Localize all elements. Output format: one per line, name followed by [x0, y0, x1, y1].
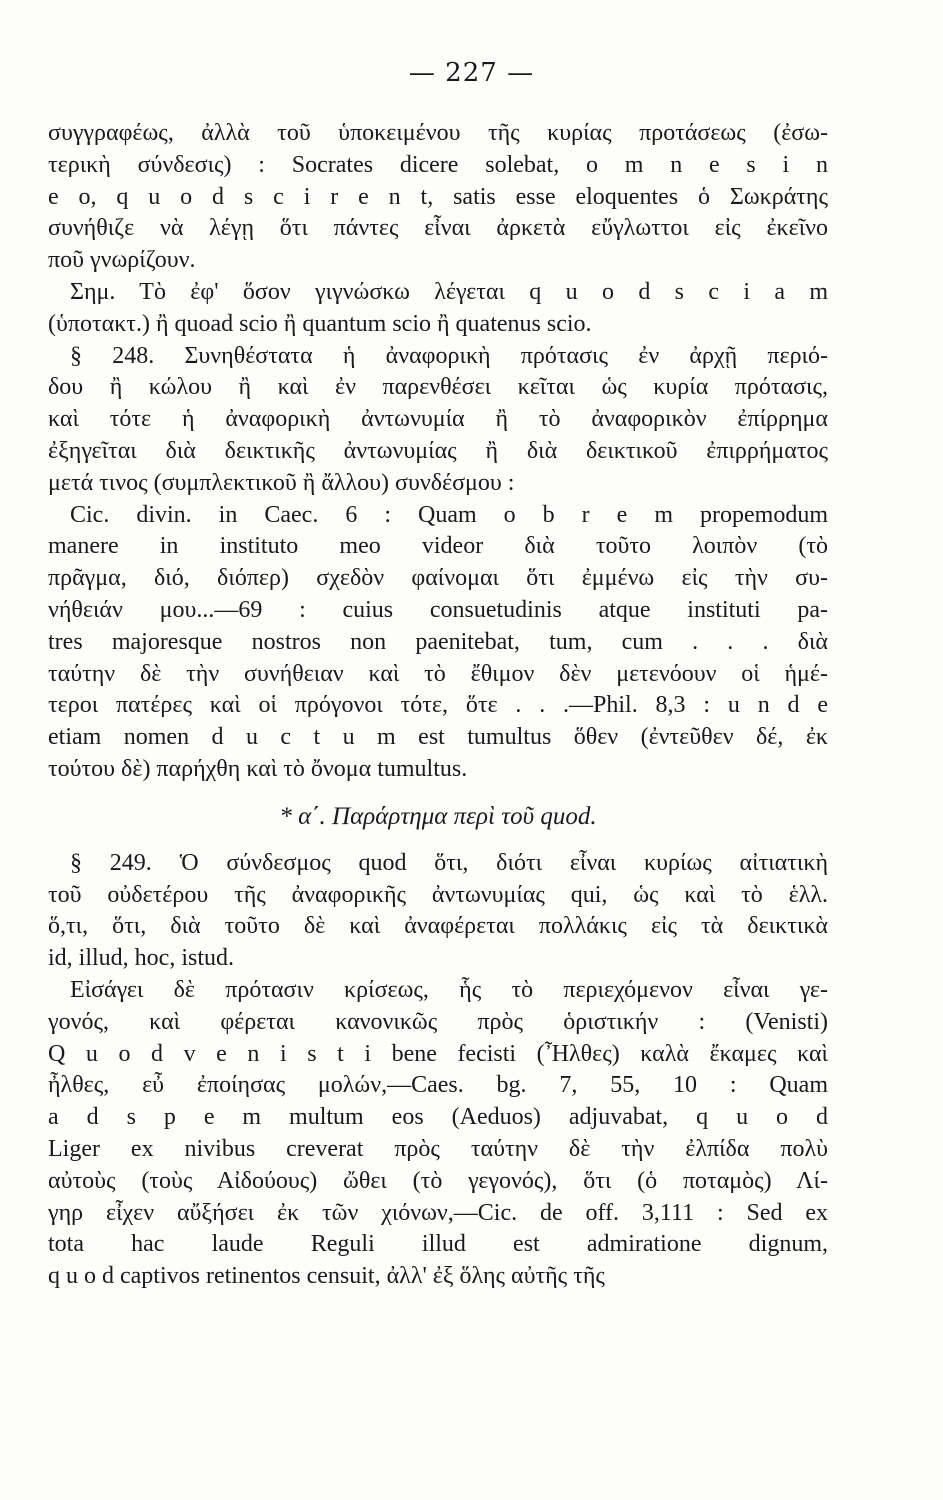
text-line: ποῦ γνωρίζουν. — [48, 247, 196, 274]
text-line: συνήθιζε νὰ λέγῃ ὅτι πάντες εἶναι ἀρκετὰ εὔγλωττοι εἰς ἐκεῖνο — [48, 215, 828, 242]
text-line: γονός, καὶ φέρεται κανονικῶς πρὸς ὁριστικήν : (Venisti) — [48, 1008, 828, 1035]
text-line: § 249. Ὁ σύνδεσμος quod ὅτι, διότι εἶναι κυρίως αἰτιατικὴ — [70, 849, 828, 876]
text-line: ταύτην δὲ τὴν συνήθειαν καὶ τὸ ἔθιμον δὲν μετενόουν οἱ ἡμέ- — [48, 660, 828, 687]
text-line: τεροι πατέρες καὶ οἱ πρόγονοι τότε, ὅτε . . .—Phil. 8,3 : u n d e — [48, 692, 828, 719]
text-line: Q u o d v e n i s t i bene fecisti (Ἦλθες) καλὰ ἔκαμες καὶ — [48, 1040, 828, 1067]
section-heading: * α΄. Παράρτημα περὶ τοῦ quod. — [279, 802, 597, 830]
text-line: ἐξηγεῖται διὰ δεικτικῆς ἀντωνυμίας ἢ διὰ δεικτικοῦ ἐπιρρήματος — [48, 437, 828, 464]
text-line: δου ἢ κώλου ἢ καὶ ἐν παρενθέσει κεῖται ὡς κυρία πρότασις, — [48, 374, 828, 401]
text-line: τοῦ οὐδετέρου τῆς ἀναφορικῆς ἀντωνυμίας qui, ὡς καὶ τὸ ἑλλ. — [48, 881, 828, 908]
text-line: ὅ,τι, ὅτι, διὰ τοῦτο δὲ καὶ ἀναφέρεται πολλάκις εἰς τὰ δεικτικὰ — [48, 913, 828, 940]
text-line: tota hac laude Reguli illud est admiratione dignum, — [48, 1231, 828, 1258]
text-line: πρᾶγμα, διό, διόπερ) σχεδὸν φαίνομαι ὅτι ἐμμένω εἰς τὴν συ- — [48, 565, 828, 592]
paragraph — [48, 848, 828, 975]
paragraph — [48, 975, 828, 1293]
text-line: καὶ τότε ἡ ἀναφορικὴ ἀντωνυμία ἢ τὸ ἀναφορικὸν ἐπίρρημα — [48, 406, 828, 433]
text-line: Εἰσάγει δὲ πρότασιν κρίσεως, ἧς τὸ περιεχόμενον εἶναι γε- — [70, 976, 828, 1003]
text-line: id, illud, hoc, istud. — [48, 945, 234, 972]
text-line: τούτου δὲ) παρήχθη καὶ τὸ ὄνομα tumultus. — [48, 755, 468, 782]
text-line: § 248. Συνηθέστατα ἡ ἀναφορικὴ πρότασις ἐν ἀρχῇ περιό- — [70, 342, 828, 369]
text-line: τερικὴ σύνδεσις) : Socrates dicere solebat, o m n e s i n — [48, 151, 828, 178]
paragraph — [48, 118, 828, 277]
text-line: αὐτοὺς (τοὺς Αἰδούους) ὤθει (τὸ γεγονός), ὅτι (ὁ ποταμὸς) Λί- — [48, 1167, 828, 1194]
text-line: (ὑποτακτ.) ἢ quoad scio ἢ quantum scio ἢ quatenus scio. — [48, 310, 592, 337]
text-line: e o, q u o d s c i r e n t, satis esse eloquentes ὁ Σωκράτης — [48, 183, 828, 210]
paragraph — [48, 341, 828, 500]
paragraph — [48, 277, 828, 341]
text-line: etiam nomen d u c t u m est tumultus ὅθεν (ἐντεῦθεν δέ, ἐκ — [48, 724, 828, 751]
text-line: a d s p e m multum eos (Aeduos) adjuvabat, q u o d — [48, 1104, 828, 1131]
text-line: γηρ εἶχεν αὔξήσει ἐκ τῶν χιόνων,—Cic. de off. 3,111 : Sed ex — [48, 1199, 828, 1226]
text-line: manere in instituto meo videor διὰ τοῦτο λοιπὸν (τὸ — [48, 533, 828, 560]
text-line: συγγραφέως, ἀλλὰ τοῦ ὑποκειμένου τῆς κυρίας προτάσεως (ἐσω- — [48, 120, 828, 146]
page-number: — 227 — — [408, 58, 535, 88]
text-line: μετά τινος (συμπλεκτικοῦ ἢ ἄλλου) συνδέσμου : — [48, 469, 515, 496]
text-line: νήθειάν μου...—69 : cuius consuetudinis atque instituti pa- — [48, 596, 828, 623]
text-line: q u o d captivos retinentos censuit, ἀλλ' ἐξ ὅλης αὐτῆς τῆς — [48, 1263, 605, 1290]
text-line: Liger ex nivibus creverat πρὸς ταύτην δὲ τὴν ἐλπίδα πολὺ — [48, 1135, 828, 1162]
text-line: tres majoresque nostros non paenitebat, tum, cum . . . διὰ — [48, 628, 828, 655]
paragraphs-after-heading — [48, 848, 828, 1293]
text-line: ἦλθες, εὖ ἐποίησας μολών,—Caes. bg. 7, 55, 10 : Quam — [48, 1072, 828, 1099]
paragraphs-before-heading — [48, 118, 828, 786]
paragraph — [48, 500, 828, 786]
text-line: Σημ. Τὸ ἐφ' ὅσον γιγνώσκω λέγεται q u o d s c i a m — [70, 278, 828, 305]
text-block — [48, 118, 828, 1293]
text-line: Cic. divin. in Caec. 6 : Quam o b r e m propemodum — [70, 501, 828, 528]
